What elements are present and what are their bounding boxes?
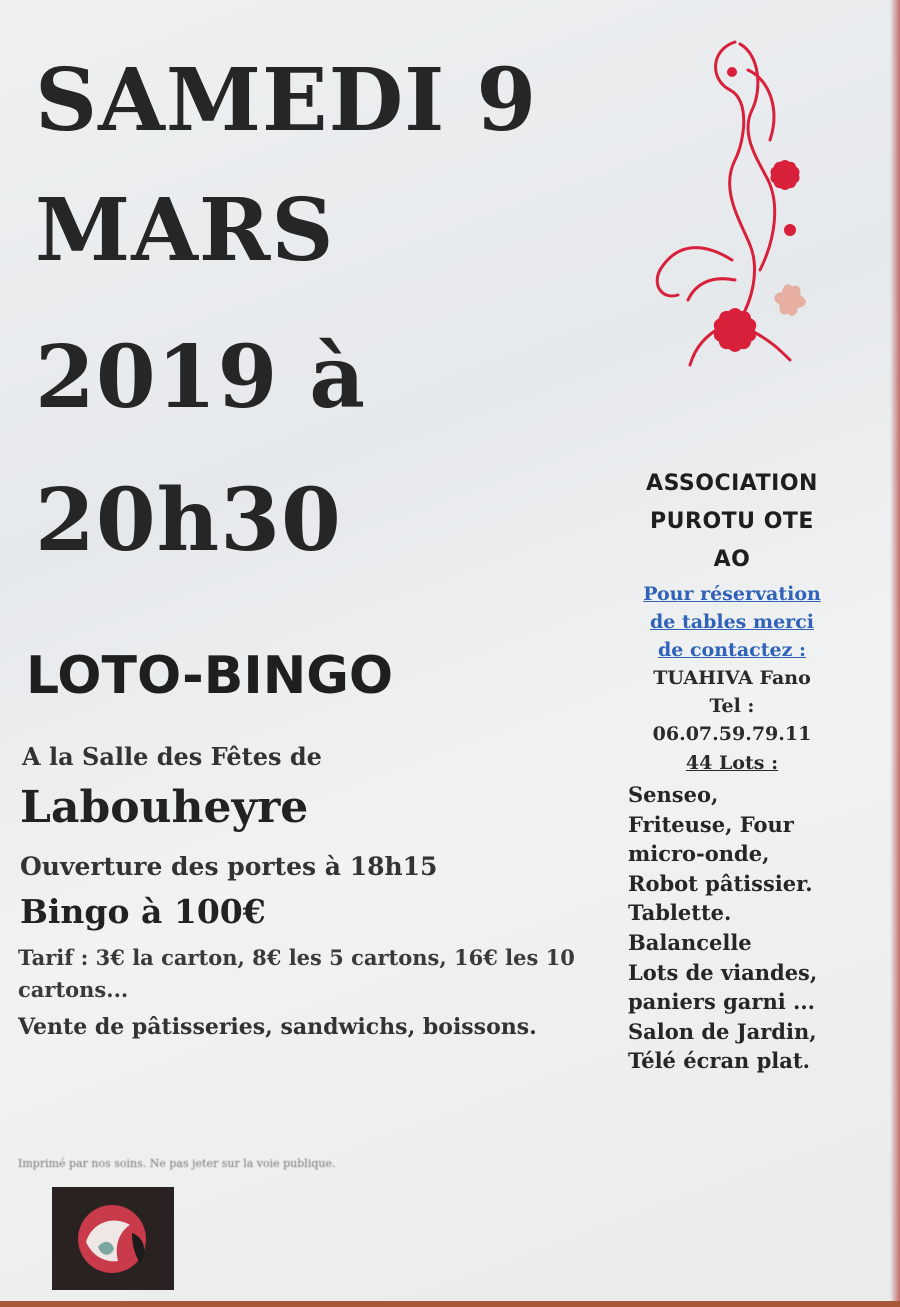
venue-town: Labouheyre	[20, 782, 309, 833]
page-edge-bottom	[0, 1301, 900, 1307]
reservation-line: de contactez :	[658, 639, 806, 661]
contact-block	[612, 664, 852, 748]
list-item: Salon de Jardin,	[628, 1018, 817, 1044]
association-logo	[52, 1187, 174, 1290]
list-item: Senseo,	[628, 782, 719, 807]
association-line: ASSOCIATION	[646, 471, 818, 496]
list-item: Robot pâtissier.	[628, 870, 813, 896]
doors-opening: Ouverture des portes à 18h15	[20, 852, 438, 881]
pricing: Tarif : 3€ la carton, 8€ les 5 cartons, 16€ les 10 cartons...	[18, 945, 575, 1002]
list-item: Lots de viandes,	[628, 959, 818, 985]
reservation-link[interactable]	[612, 580, 852, 664]
floral-ornament-icon	[640, 30, 840, 390]
list-item: micro-onde,	[628, 841, 770, 867]
list-item: Télé écran plat.	[628, 1048, 810, 1074]
refreshments: Vente de pâtisseries, sandwichs, boissons.	[18, 1014, 537, 1040]
association-line: PUROTU OTE	[650, 509, 814, 534]
date-weekday-day: SAMEDI 9	[35, 50, 538, 151]
lots-list	[628, 780, 878, 1076]
phone-number: 06.07.59.79.11	[652, 723, 812, 745]
lots-heading: 44 Lots :	[685, 752, 779, 774]
list-item: Balancelle	[628, 929, 752, 955]
tel-label: Tel :	[709, 695, 755, 717]
date-year: 2019 à	[35, 327, 367, 428]
list-item: paniers garni ...	[628, 989, 815, 1015]
printer-note: Imprimé par nos soins. Ne pas jeter sur la voie publique.	[18, 1157, 336, 1170]
reservation-line: de tables merci	[650, 611, 814, 633]
reservation-line: Pour réservation	[643, 583, 821, 605]
event-title: LOTO-BINGO	[26, 646, 394, 706]
logo-emblem-icon	[52, 1187, 174, 1290]
list-item: Tablette.	[628, 900, 732, 926]
contact-name: TUAHIVA Fano	[653, 667, 811, 689]
association-line: AO	[713, 547, 751, 572]
list-item: Friteuse, Four	[628, 811, 794, 837]
bingo-prize: Bingo à 100€	[20, 892, 266, 931]
page-edge-right	[890, 0, 900, 1307]
event-time: 20h30	[35, 470, 342, 571]
date-month: MARS	[35, 180, 335, 281]
venue-intro: A la Salle des Fêtes de	[22, 742, 322, 771]
association-name	[612, 465, 852, 579]
